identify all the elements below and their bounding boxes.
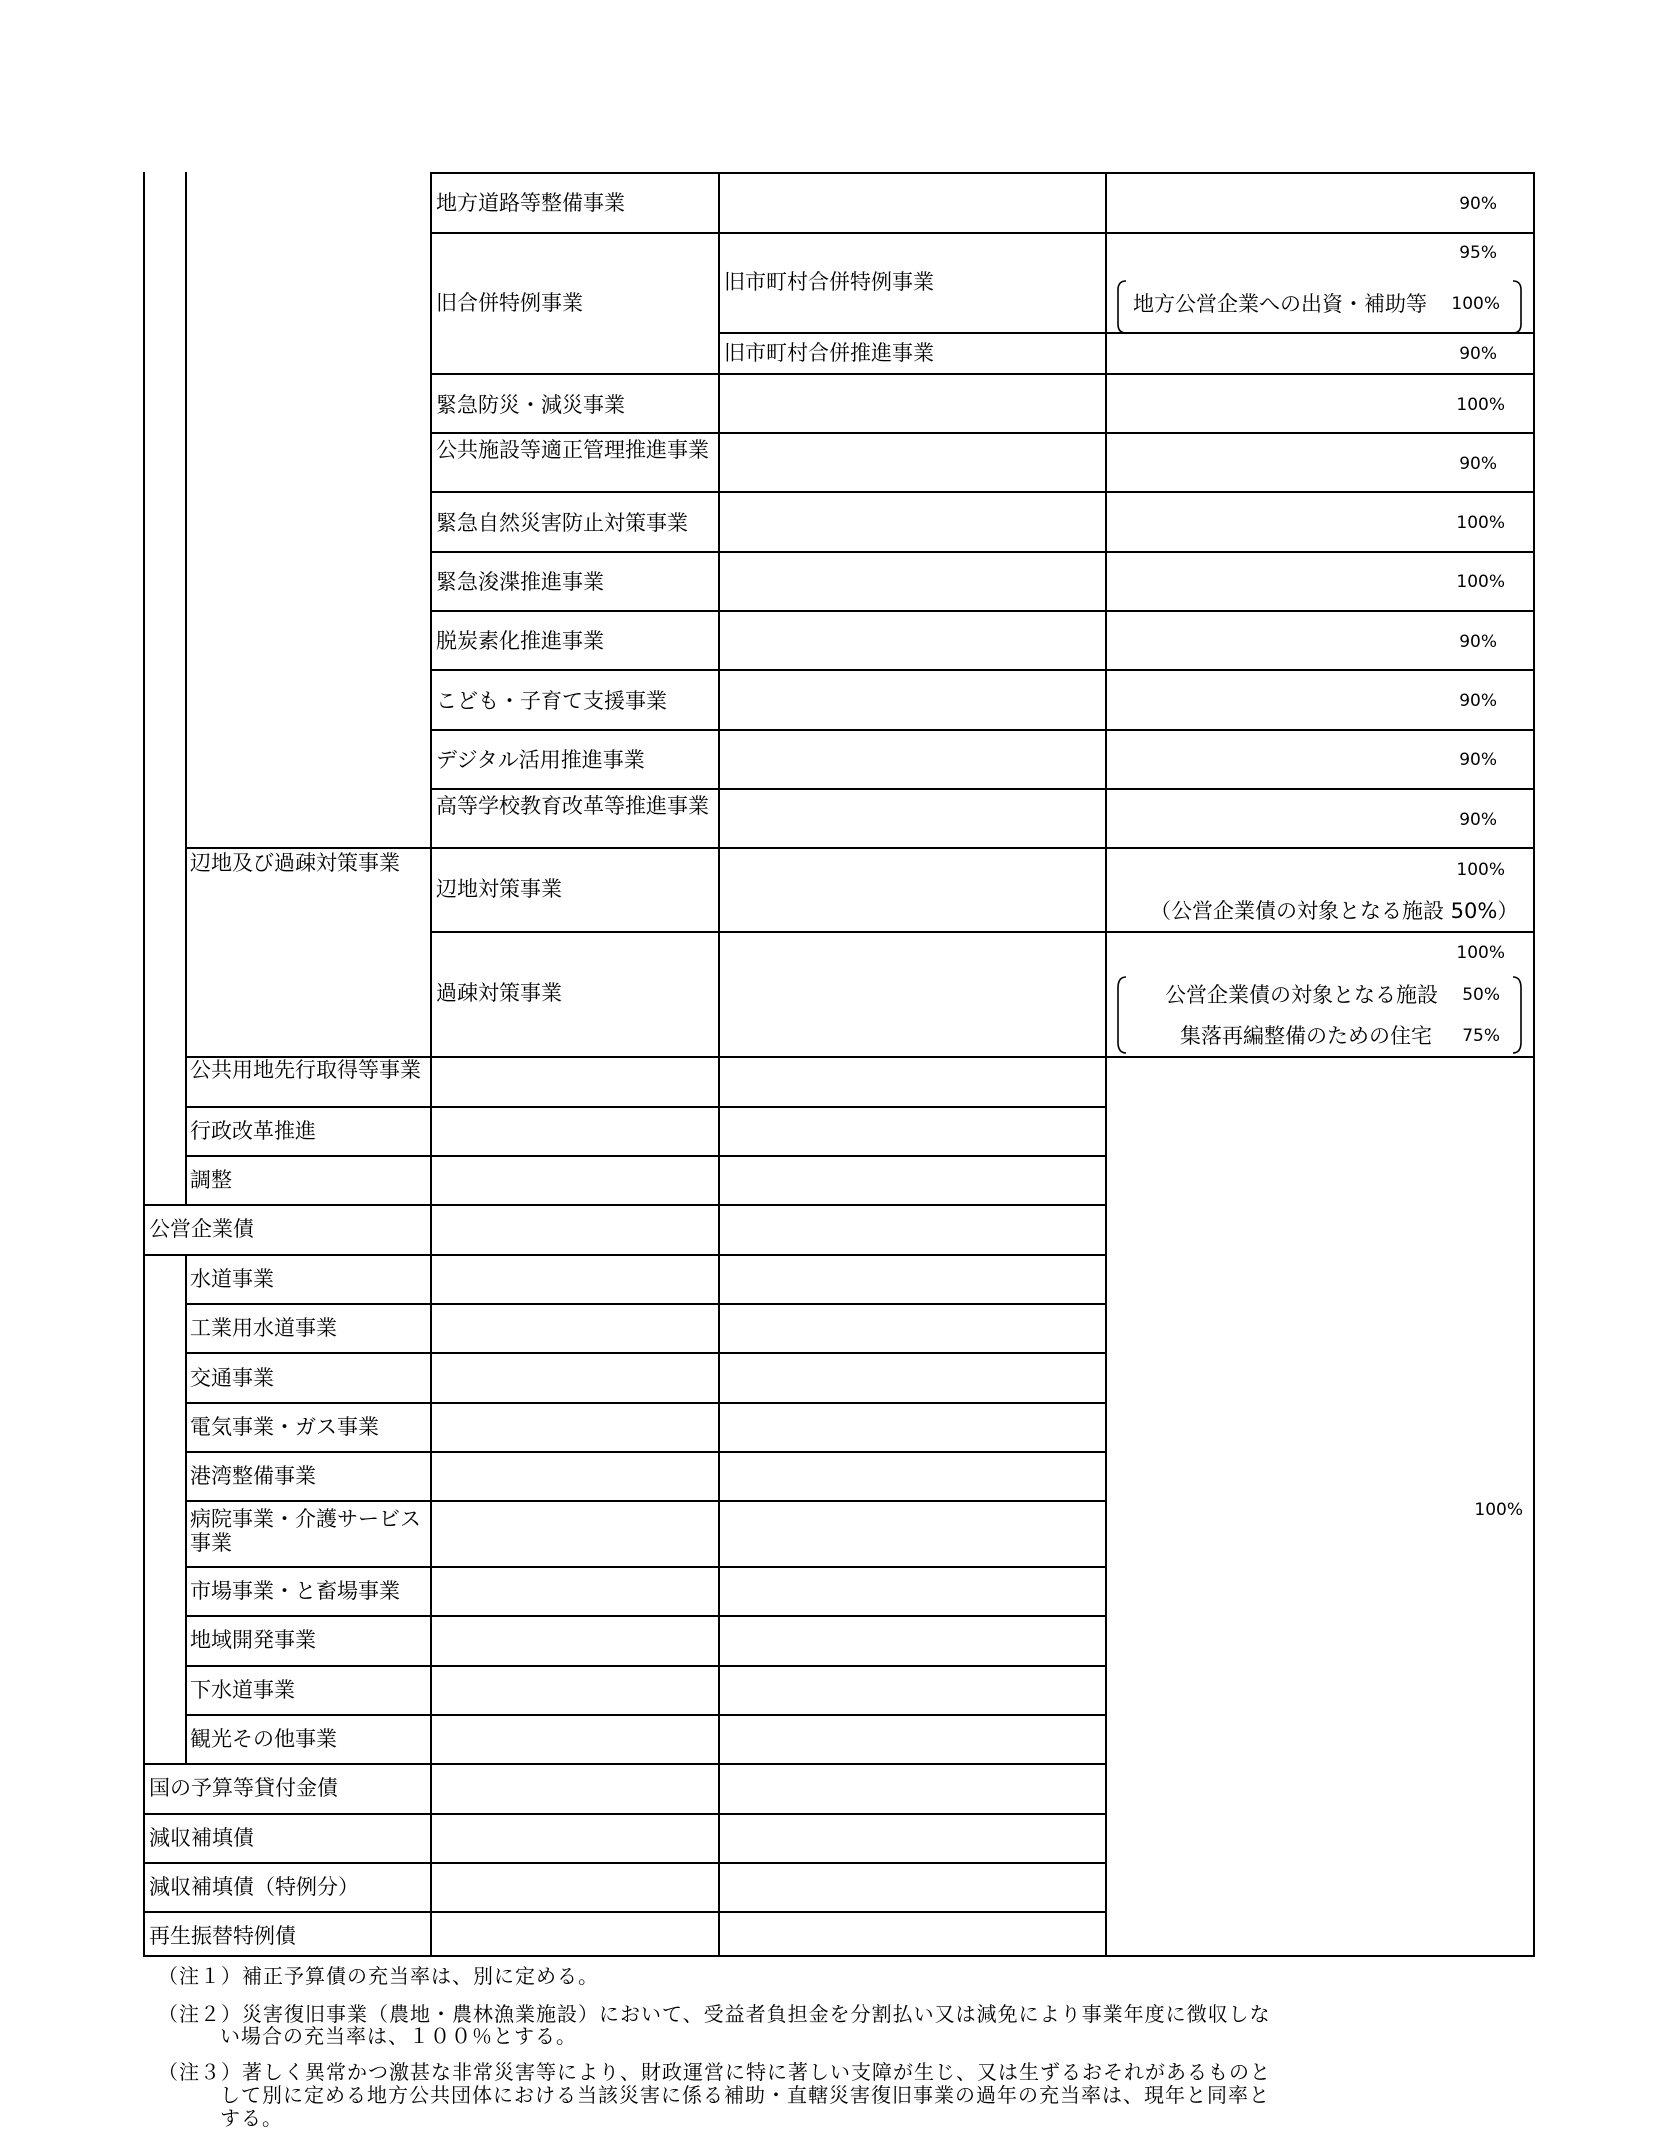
rate-note-henchi: （公営企業債の対象となる施設 50%） [1150,899,1519,923]
row-line [430,432,1535,434]
row-label-koto-gakko: 高等学校教育改革等推進事業 [436,794,709,818]
row-line [185,1352,1107,1354]
row-label-chosei: 調整 [190,1168,232,1192]
rate-kodomo: 90% [1459,691,1497,711]
table-border-left [143,172,145,1957]
row-label-chiho-doro: 地方道路等整備事業 [436,191,625,215]
table-border-right [1533,172,1535,1957]
row-line [185,1665,1107,1667]
other-row: 再生振替特例債 [149,1924,296,1948]
koei-item: 病院事業・介護サービス事業 [190,1507,421,1555]
koei-item: 電気事業・ガス事業 [190,1415,379,1439]
row-label-kinkyu-bosai: 緊急防災・減災事業 [436,393,625,417]
row-line [185,1714,1107,1716]
row-line [430,232,1535,234]
rate-koto-gakko: 90% [1459,810,1497,830]
row-line [143,1763,1107,1765]
rate-digital: 90% [1459,750,1497,770]
rate-kinkyu-bosai: 100% [1456,395,1505,415]
koei-item: 市場事業・と畜場事業 [190,1579,400,1603]
rate-kokyo-shisetsu: 90% [1459,454,1497,474]
row-label-digital: デジタル活用推進事業 [436,748,645,772]
table-border-top [430,172,1535,174]
rate-detail-label-kaso-2: 集落再編整備のための住宅 [1180,1024,1432,1048]
row-line [185,1106,1107,1108]
right-bracket [1511,976,1523,1054]
left-bracket [1116,976,1128,1054]
row-line [430,669,1535,671]
right-bracket [1511,280,1523,334]
row-label-koei: 公営企業債 [149,1217,254,1241]
footnote-1: （注１）補正予算債の充当率は、別に定める。 [158,1964,599,1988]
row-label-kodomo: こども・子育て支援事業 [436,689,667,713]
row-line [430,610,1535,612]
row-label-datsutanso: 脱炭素化推進事業 [436,629,604,653]
left-bracket [1116,280,1128,334]
row-line [185,1566,1107,1568]
rate-henchi: 100% [1456,860,1505,880]
row-line [430,729,1535,731]
row-line [185,1303,1107,1305]
koei-item: 下水道事業 [190,1678,295,1702]
footnote-3-line-3: する。 [220,2106,283,2130]
row-line [143,1204,1107,1206]
rate-detail-value-shushi: 100% [1451,294,1500,314]
rate-kinkyu-shizen: 100% [1456,513,1505,533]
merged-rate: 100% [1474,1500,1523,1520]
row-line [143,1813,1107,1815]
table-indent-line-koei [185,1255,187,1765]
koei-item: 水道事業 [190,1267,274,1291]
rate-chiho-doro: 90% [1459,194,1497,214]
row-line [185,1402,1107,1404]
row-line [185,1615,1107,1617]
row-label-kyu-gappei: 旧合併特例事業 [436,291,583,315]
footnote-3-line-2: して別に定める地方公共団体における当該災害に係る補助・直轄災害復旧事業の過年の充当率は、現年と同率と [220,2083,1270,2107]
row-line [430,788,1535,790]
rate-detail-label-kaso-1: 公営企業債の対象となる施設 [1165,983,1438,1007]
row-label-kaso: 過疎対策事業 [436,981,562,1005]
other-row: 国の予算等貸付金債 [149,1776,338,1800]
row-line [185,1500,1107,1502]
row-label-kinkyu-shizen: 緊急自然災害防止対策事業 [436,511,688,535]
rate-detail-value-kaso-1: 50% [1462,985,1500,1005]
rate-kinkyu-shunsetsu: 100% [1456,572,1505,592]
rate-datsutanso: 90% [1459,632,1497,652]
row-line [430,551,1535,553]
sub-label-kyu-gappei-suishin: 旧市町村合併推進事業 [724,341,934,365]
row-label-kokyo-yochi: 公共用地先行取得等事業 [190,1058,421,1082]
row-label-henchi: 辺地対策事業 [436,877,562,901]
rate-kyu-gappei-tokurei: 95% [1459,243,1497,263]
table-col-line-1 [430,172,432,1957]
row-line [143,1911,1107,1913]
row-line [185,847,1535,849]
rate-detail-value-kaso-2: 75% [1462,1026,1500,1046]
row-line [430,491,1535,493]
table-border-bottom [143,1955,1535,1957]
row-line [430,373,1535,375]
row-label-henchi-kaso: 辺地及び過疎対策事業 [190,851,400,875]
row-line [143,1254,1107,1256]
footnote-2-line-2: い場合の充当率は、１００％とする。 [220,2024,577,2048]
rate-kaso: 100% [1456,943,1505,963]
koei-item: 交通事業 [190,1366,274,1390]
footnote-2-line-1: （注２）災害復旧事業（農地・農林漁業施設）において、受益者負担金を分割払い又は減免により事業年度に徴収しな [158,2002,1271,2026]
row-line [185,1451,1107,1453]
row-line [143,1862,1107,1864]
koei-item: 港湾整備事業 [190,1464,316,1488]
other-row: 減収補填債（特例分） [149,1875,359,1899]
row-line [430,931,1535,933]
row-label-gyosei-kaikaku: 行政改革推進 [190,1119,316,1143]
table-col-line-3 [1105,172,1107,1957]
other-row: 減収補填債 [149,1826,254,1850]
koei-item: 観光その他事業 [190,1727,337,1751]
koei-item: 工業用水道事業 [190,1316,337,1340]
rate-detail-label-shushi: 地方公営企業への出資・補助等 [1133,292,1427,316]
row-label-kokyo-shisetsu: 公共施設等適正管理推進事業 [436,438,709,462]
sub-label-kyu-gappei-tokurei: 旧市町村合併特例事業 [724,270,934,294]
footnote-3-line-1: （注３）著しく異常かつ激甚な非常災害等により、財政運営に特に著しい支障が生じ、又は生ずるおそれがあるものと [158,2060,1271,2084]
rate-kyu-gappei-suishin: 90% [1459,344,1497,364]
row-line [185,1155,1107,1157]
row-label-kinkyu-shunsetsu: 緊急浚渫推進事業 [436,570,604,594]
koei-item: 地域開発事業 [190,1628,316,1652]
table-indent-line [185,172,187,1206]
